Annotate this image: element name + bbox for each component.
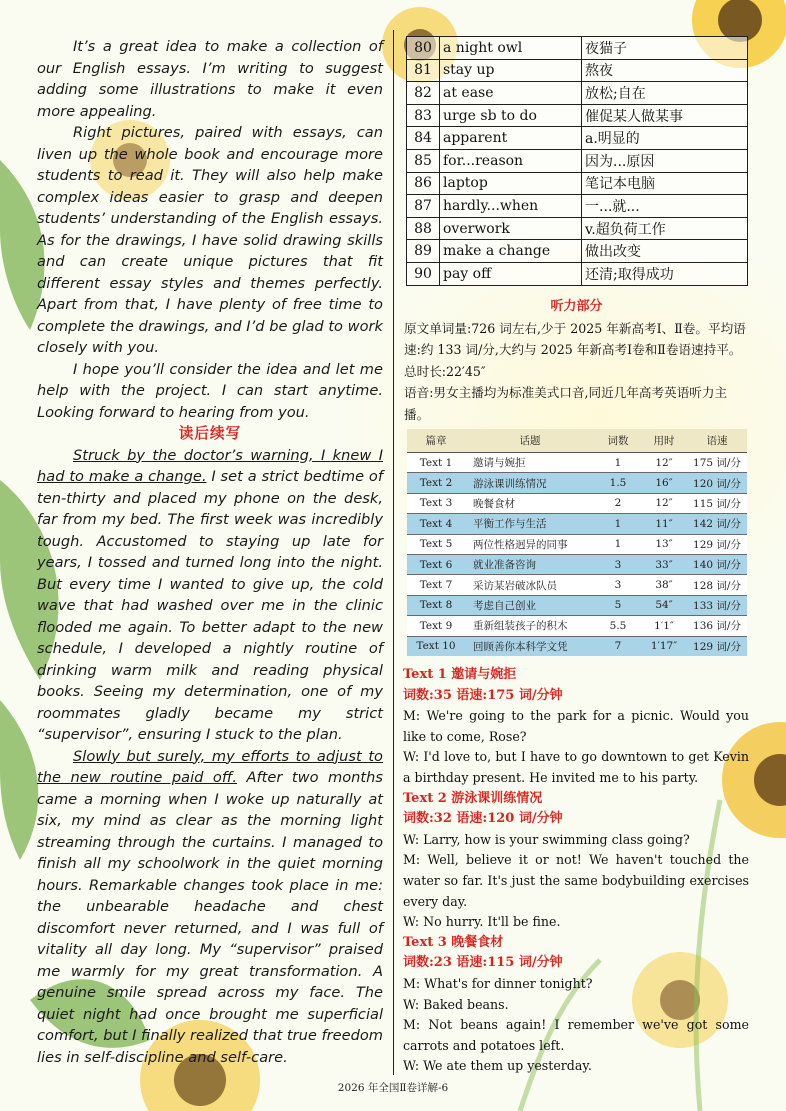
table-cell: Text 4 [407, 514, 465, 534]
table-cell: 晚餐食材 [465, 493, 595, 513]
table-cell: 1 [595, 514, 641, 534]
table-row [407, 616, 747, 636]
table-row [407, 534, 747, 554]
story-paragraph-2 [37, 746, 383, 1069]
table-cell: 1.5 [595, 473, 641, 493]
vocab-number: 85 [407, 149, 440, 172]
vocab-number: 83 [407, 104, 440, 127]
vocab-english: stay up [440, 59, 582, 82]
table-cell: 11″ [641, 514, 687, 534]
table-cell: 129 词/分 [687, 636, 747, 656]
vocab-english: make a change [440, 240, 582, 263]
table-row [407, 104, 748, 127]
vocab-english: apparent [440, 127, 582, 150]
script-heading: 词数:23 语速:115 词/分钟 [403, 955, 563, 971]
letter-paragraph-2: Right pictures, paired with essays, can liven up the whole book and encourage more students to read it. They will also help make complex ideas easier to grasp and deepen students’ understanding of the English essays. As for the drawings, I have solid drawing skills and can create unique pictures that fit different essay styles and themes perfectly. Apart from that, I have plenty of free time to complete the drawings, and I’d be glad to work closely with you. [37, 124, 383, 356]
listening-intro [404, 296, 749, 425]
listening-stats-text: 原文单词量:726 词左右,少于 2025 年新高考Ⅰ、Ⅱ卷。平均语速:约 133 词/分,大约与 2025 年新高考Ⅰ卷和Ⅱ卷语速持平。总时长:22′45″ [404, 320, 746, 379]
table-cell: 12″ [641, 453, 687, 473]
vocab-chinese: 还清;取得成功 [582, 262, 748, 285]
table-row [407, 195, 748, 218]
table-cell: 就业准备咨询 [465, 554, 595, 574]
vocab-chinese: 笔记本电脑 [582, 172, 748, 195]
script-line: W: We ate them up yesterday. [403, 1058, 592, 1074]
table-cell: 175 词/分 [687, 453, 747, 473]
table-cell: 128 词/分 [687, 575, 747, 595]
vocab-number: 89 [407, 240, 440, 263]
table-cell: Text 8 [407, 595, 465, 615]
table-row [407, 636, 747, 656]
table-cell: 129 词/分 [687, 534, 747, 554]
script-heading: 词数:35 语速:175 词/分钟 [403, 687, 563, 703]
table-cell: Text 9 [407, 616, 465, 636]
listening-scripts [403, 665, 749, 1077]
table-row [407, 127, 748, 150]
column-header: 用时 [641, 429, 687, 453]
table-cell: Text 2 [407, 473, 465, 493]
story-opening-sentence-1: Struck by the doctor’s warning, I knew I had to make a change. [37, 446, 383, 485]
script-heading: Text 1 邀请与婉拒 [403, 667, 517, 682]
column-header: 话题 [465, 429, 595, 453]
table-row [407, 575, 747, 595]
script-line: M: We're going to the park for a picnic. Would you like to come, Rose? [403, 708, 749, 744]
vocab-number: 84 [407, 127, 440, 150]
table-cell: 两位性格迥异的同事 [465, 534, 595, 554]
table-row [407, 217, 748, 240]
table-header-row [407, 429, 747, 453]
table-cell: 1 [595, 534, 641, 554]
section-title-continuation-writing: 读后续写 [178, 425, 242, 442]
column-header: 篇章 [407, 429, 465, 453]
vocab-number: 80 [407, 37, 440, 60]
vocab-english: pay off [440, 262, 582, 285]
table-row [407, 82, 748, 105]
table-cell: 33″ [641, 554, 687, 574]
vocab-chinese: 做出改变 [582, 240, 748, 263]
table-row [407, 493, 747, 513]
vocab-number: 88 [407, 217, 440, 240]
vocab-number: 90 [407, 262, 440, 285]
vocab-chinese: 放松;自在 [582, 82, 748, 105]
script-line: W: No hurry. It'll be fine. [403, 914, 561, 930]
vocab-english: hardly...when [440, 195, 582, 218]
vocab-chinese: 催促某人做某事 [582, 104, 748, 127]
column-header: 语速 [687, 429, 747, 453]
table-row [407, 554, 747, 574]
vocab-english: for...reason [440, 149, 582, 172]
table-cell: 115 词/分 [687, 493, 747, 513]
column-header: 词数 [595, 429, 641, 453]
table-cell: 回顾善你本科学文凭 [465, 636, 595, 656]
table-cell: 3 [595, 575, 641, 595]
script-line: W: Baked beans. [403, 996, 509, 1012]
script-line: W: I'd love to, but I have to go downtown to get Kevin a birthday present. He invited me to his party. [403, 749, 749, 785]
table-row [407, 473, 747, 493]
script-line: M: Well, believe it or not! We haven't touched the water so far. It's just the same bodybuilding exercises every day. [403, 852, 749, 909]
story-paragraph-1 [37, 445, 383, 746]
table-row [407, 240, 748, 263]
script-line: M: What's for dinner tonight? [403, 975, 593, 991]
table-cell: Text 3 [407, 493, 465, 513]
vocab-chinese: 一...就... [582, 195, 748, 218]
table-row [407, 37, 748, 60]
vocabulary-table [406, 36, 748, 286]
table-cell: 16″ [641, 473, 687, 493]
left-column [37, 36, 383, 1068]
page-footer: 2026 年全国Ⅱ卷详解-6 [337, 1082, 449, 1094]
story-paragraph-1-body: I set a strict bedtime of ten-thirty and placed my phone on the desk, far from my bed. The first week was incredibly tough. Accustomed to staying up late for years, I tossed and turned long into the night. But every time I wanted to give up, the cold wave that had washed over me in the clinic flooded me again. To better adapt to the new schedule, I developed a nightly routine of drinking warm milk and reading physical books. Seeing my determination, one of my roommates gladly became my strict “supervisor”, ensuring I stuck to the plan. [37, 468, 383, 743]
table-cell: 考虑自己创业 [465, 595, 595, 615]
table-cell: 采访某岩破冰队员 [465, 575, 595, 595]
table-cell: 邀请与婉拒 [465, 453, 595, 473]
table-row [407, 262, 748, 285]
table-row [407, 514, 747, 534]
table-cell: 120 词/分 [687, 473, 747, 493]
script-heading: 词数:32 语速:120 词/分钟 [403, 811, 563, 827]
story-opening-sentence-2: Slowly but surely, my efforts to adjust to the new routine paid off. [37, 747, 383, 786]
letter-paragraph-3: I hope you’ll consider the idea and let me help with the project. I can start anytime. Looking forward to hearing from you. [37, 360, 383, 421]
table-cell: Text 7 [407, 575, 465, 595]
table-row [407, 149, 748, 172]
table-cell: 1 [595, 453, 641, 473]
table-cell: 1′1″ [641, 616, 687, 636]
table-row [407, 172, 748, 195]
table-cell: Text 5 [407, 534, 465, 554]
table-cell: 平衡工作与生活 [465, 514, 595, 534]
column-divider [393, 30, 394, 1075]
table-cell: 1′17″ [641, 636, 687, 656]
section-title-listening: 听力部分 [550, 299, 603, 314]
table-cell: 重新组装孩子的积木 [465, 616, 595, 636]
vocab-number: 82 [407, 82, 440, 105]
table-row [407, 453, 747, 473]
table-cell: 133 词/分 [687, 595, 747, 615]
vocab-english: laptop [440, 172, 582, 195]
vocab-english: a night owl [440, 37, 582, 60]
table-cell: Text 10 [407, 636, 465, 656]
table-cell: 5 [595, 595, 641, 615]
vocab-english: urge sb to do [440, 104, 582, 127]
vocab-chinese: v.超负荷工作 [582, 217, 748, 240]
script-line: M: Not beans again! I remember we've got some carrots and potatoes left. [403, 1017, 749, 1053]
letter-paragraph-1: It’s a great idea to make a collection of our English essays. I’m writing to suggest adding some illustrations to make it even more appealing. [37, 38, 383, 120]
table-row [407, 595, 747, 615]
vocab-number: 87 [407, 195, 440, 218]
vocab-chinese: a.明显的 [582, 127, 748, 150]
vocab-number: 86 [407, 172, 440, 195]
vocab-chinese: 熬夜 [582, 59, 748, 82]
script-heading: Text 2 游泳课训练情况 [403, 790, 543, 806]
table-cell: 140 词/分 [687, 554, 747, 574]
listening-stats-table [407, 429, 747, 656]
table-row [407, 59, 748, 82]
table-cell: 136 词/分 [687, 616, 747, 636]
table-cell: 142 词/分 [687, 514, 747, 534]
script-line: W: Larry, how is your swimming class going? [403, 831, 690, 847]
table-cell: 7 [595, 636, 641, 656]
table-cell: 13″ [641, 534, 687, 554]
vocab-chinese: 夜猫子 [582, 37, 748, 60]
table-cell: 12″ [641, 493, 687, 513]
table-cell: 38″ [641, 575, 687, 595]
vocab-english: overwork [440, 217, 582, 240]
story-paragraph-2-body: After two months came a morning when I woke up naturally at six, my mind as clear as the morning light streaming through the curtains. I managed to finish all my schoolwork in the quiet morning hours. Remarkable changes took place in me: the unbearable headache and chest discomfort never returned, and I was full of vitality all day long. My “supervisor” praised me warmly for my great transformation. A genuine smile spread across my face. The quiet night had once brought me superficial comfort, but I finally realized that true freedom lies in self-discipline and self-care. [37, 769, 383, 1066]
table-cell: Text 6 [407, 554, 465, 574]
table-cell: 54″ [641, 595, 687, 615]
vocab-english: at ease [440, 82, 582, 105]
table-cell: 游泳课训练情况 [465, 473, 595, 493]
vocab-chinese: 因为...原因 [582, 149, 748, 172]
vocab-number: 81 [407, 59, 440, 82]
listening-voice-text: 语音:男女主播均为标准美式口音,同近几年高考英语听力主播。 [404, 385, 728, 422]
table-cell: Text 1 [407, 453, 465, 473]
script-heading: Text 3 晚餐食材 [403, 934, 504, 950]
table-cell: 5.5 [595, 616, 641, 636]
table-cell: 3 [595, 554, 641, 574]
table-cell: 2 [595, 493, 641, 513]
